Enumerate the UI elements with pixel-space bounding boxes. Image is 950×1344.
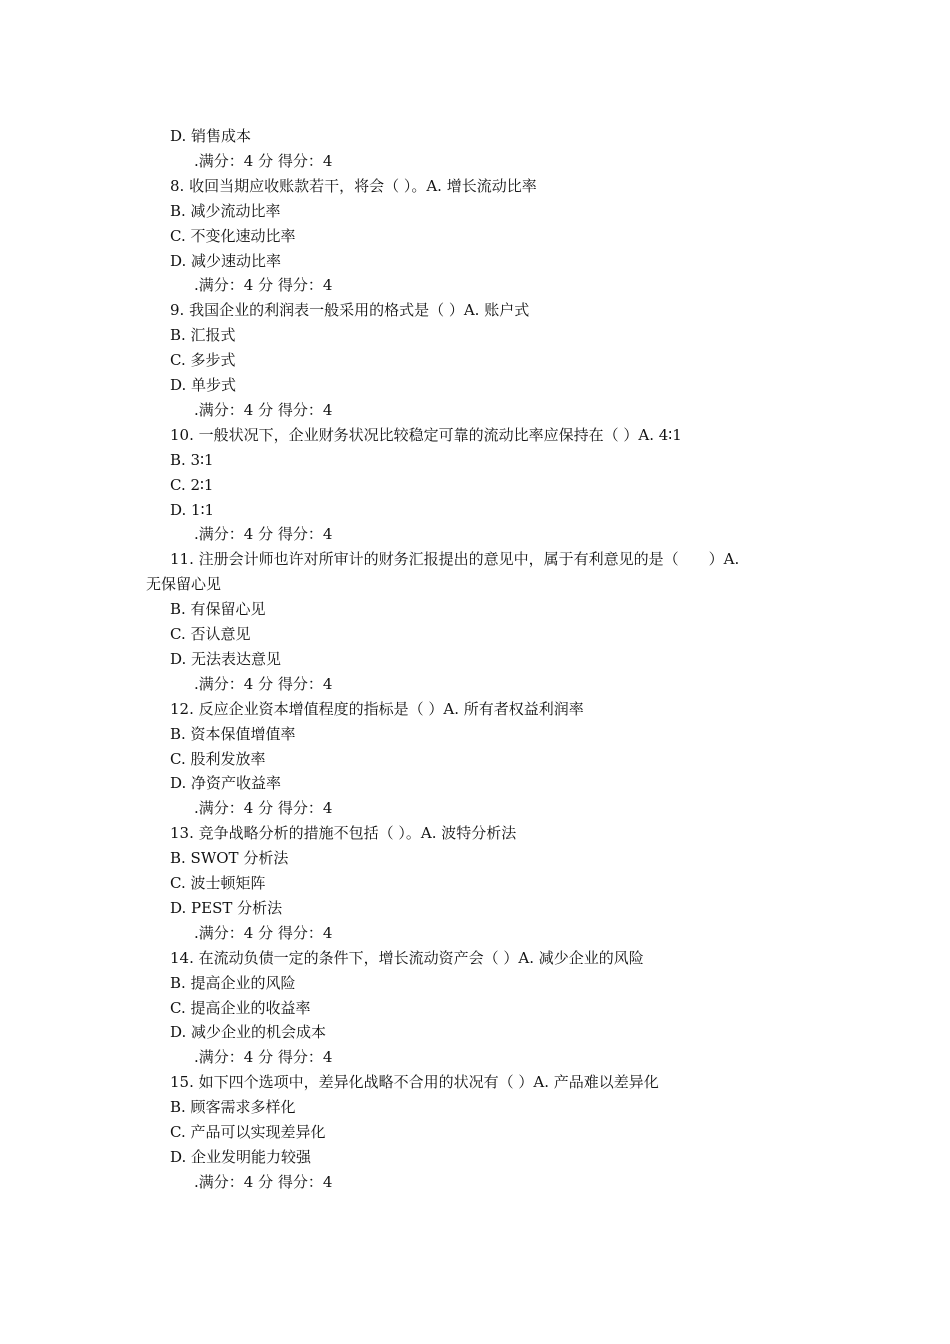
question-line: 15. 如下四个选项中，差异化战略不合用的状况有（ ）A. 产品难以差异化 <box>170 1073 659 1092</box>
option-line: B. 资本保值增值率 <box>170 724 296 743</box>
option-line: C. 波士顿矩阵 <box>170 874 266 892</box>
option-line: 无保留心见 <box>146 575 222 594</box>
option-line: C. 产品可以实现差异化 <box>170 1123 326 1141</box>
question-line: 8. 收回当期应收账款若干，将会（ ）。A. 增长流动比率 <box>170 176 537 195</box>
option-line: C. 否认意见 <box>170 625 251 643</box>
question-line: 11. 注册会计师也许对所审计的财务汇报提出的意见中，属于有利意见的是（ ）A. <box>170 550 740 569</box>
score-line: .满分：4 分 得分：4 <box>194 674 333 693</box>
option-line: B. 提高企业的风险 <box>170 973 296 992</box>
option-line: D. PEST 分析法 <box>170 898 283 917</box>
option-line: B. 有保留心见 <box>170 600 266 619</box>
option-line: C. 股利发放率 <box>170 749 266 768</box>
question-line: 13. 竞争战略分析的措施不包括（ ）。A. 波特分析法 <box>170 824 517 843</box>
option-line: D. 减少企业的机会成本 <box>170 1023 327 1042</box>
score-line: .满分：4 分 得分：4 <box>194 799 333 818</box>
option-line: C. 多步式 <box>170 351 236 370</box>
score-line: .满分：4 分 得分：4 <box>194 1048 333 1067</box>
option-line: D. 1∶1 <box>170 500 215 519</box>
score-line: .满分：4 分 得分：4 <box>194 923 333 942</box>
option-line: B. SWOT 分析法 <box>170 849 289 868</box>
score-line: .满分：4 分 得分：4 <box>194 525 333 544</box>
option-line: D. 净资产收益率 <box>170 774 282 793</box>
question-line: 14. 在流动负债一定的条件下，增长流动资产会（ ）A. 减少企业的风险 <box>170 948 644 967</box>
question-line: 10. 一般状况下，企业财务状况比较稳定可靠的流动比率应保持在（ ）A. 4∶1 <box>170 425 682 444</box>
question-line: 9. 我国企业的利润表一般采用的格式是（ ）A. 账户式 <box>170 301 530 320</box>
option-line: D. 销售成本 <box>170 127 252 145</box>
option-line: C. 提高企业的收益率 <box>170 998 311 1017</box>
option-line: D. 企业发明能力较强 <box>170 1147 312 1166</box>
score-line: .满分：4 分 得分：4 <box>194 1172 333 1191</box>
option-line: B. 减少流动比率 <box>170 201 281 220</box>
question-line: 12. 反应企业资本增值程度的指标是（ ）A. 所有者权益利润率 <box>170 699 584 718</box>
score-line: .满分：4 分 得分：4 <box>194 151 333 170</box>
option-line: C. 2∶1 <box>170 475 214 494</box>
option-line: C. 不变化速动比率 <box>170 226 296 245</box>
option-line: B. 汇报式 <box>170 326 236 345</box>
option-line: D. 减少速动比率 <box>170 251 282 270</box>
option-line: B. 3∶1 <box>170 450 214 469</box>
option-line: D. 单步式 <box>170 376 237 394</box>
score-line: .满分：4 分 得分：4 <box>194 400 333 419</box>
option-line: D. 无法表达意见 <box>170 649 282 668</box>
score-line: .满分：4 分 得分：4 <box>194 276 333 295</box>
option-line: B. 顾客需求多样化 <box>170 1098 296 1117</box>
